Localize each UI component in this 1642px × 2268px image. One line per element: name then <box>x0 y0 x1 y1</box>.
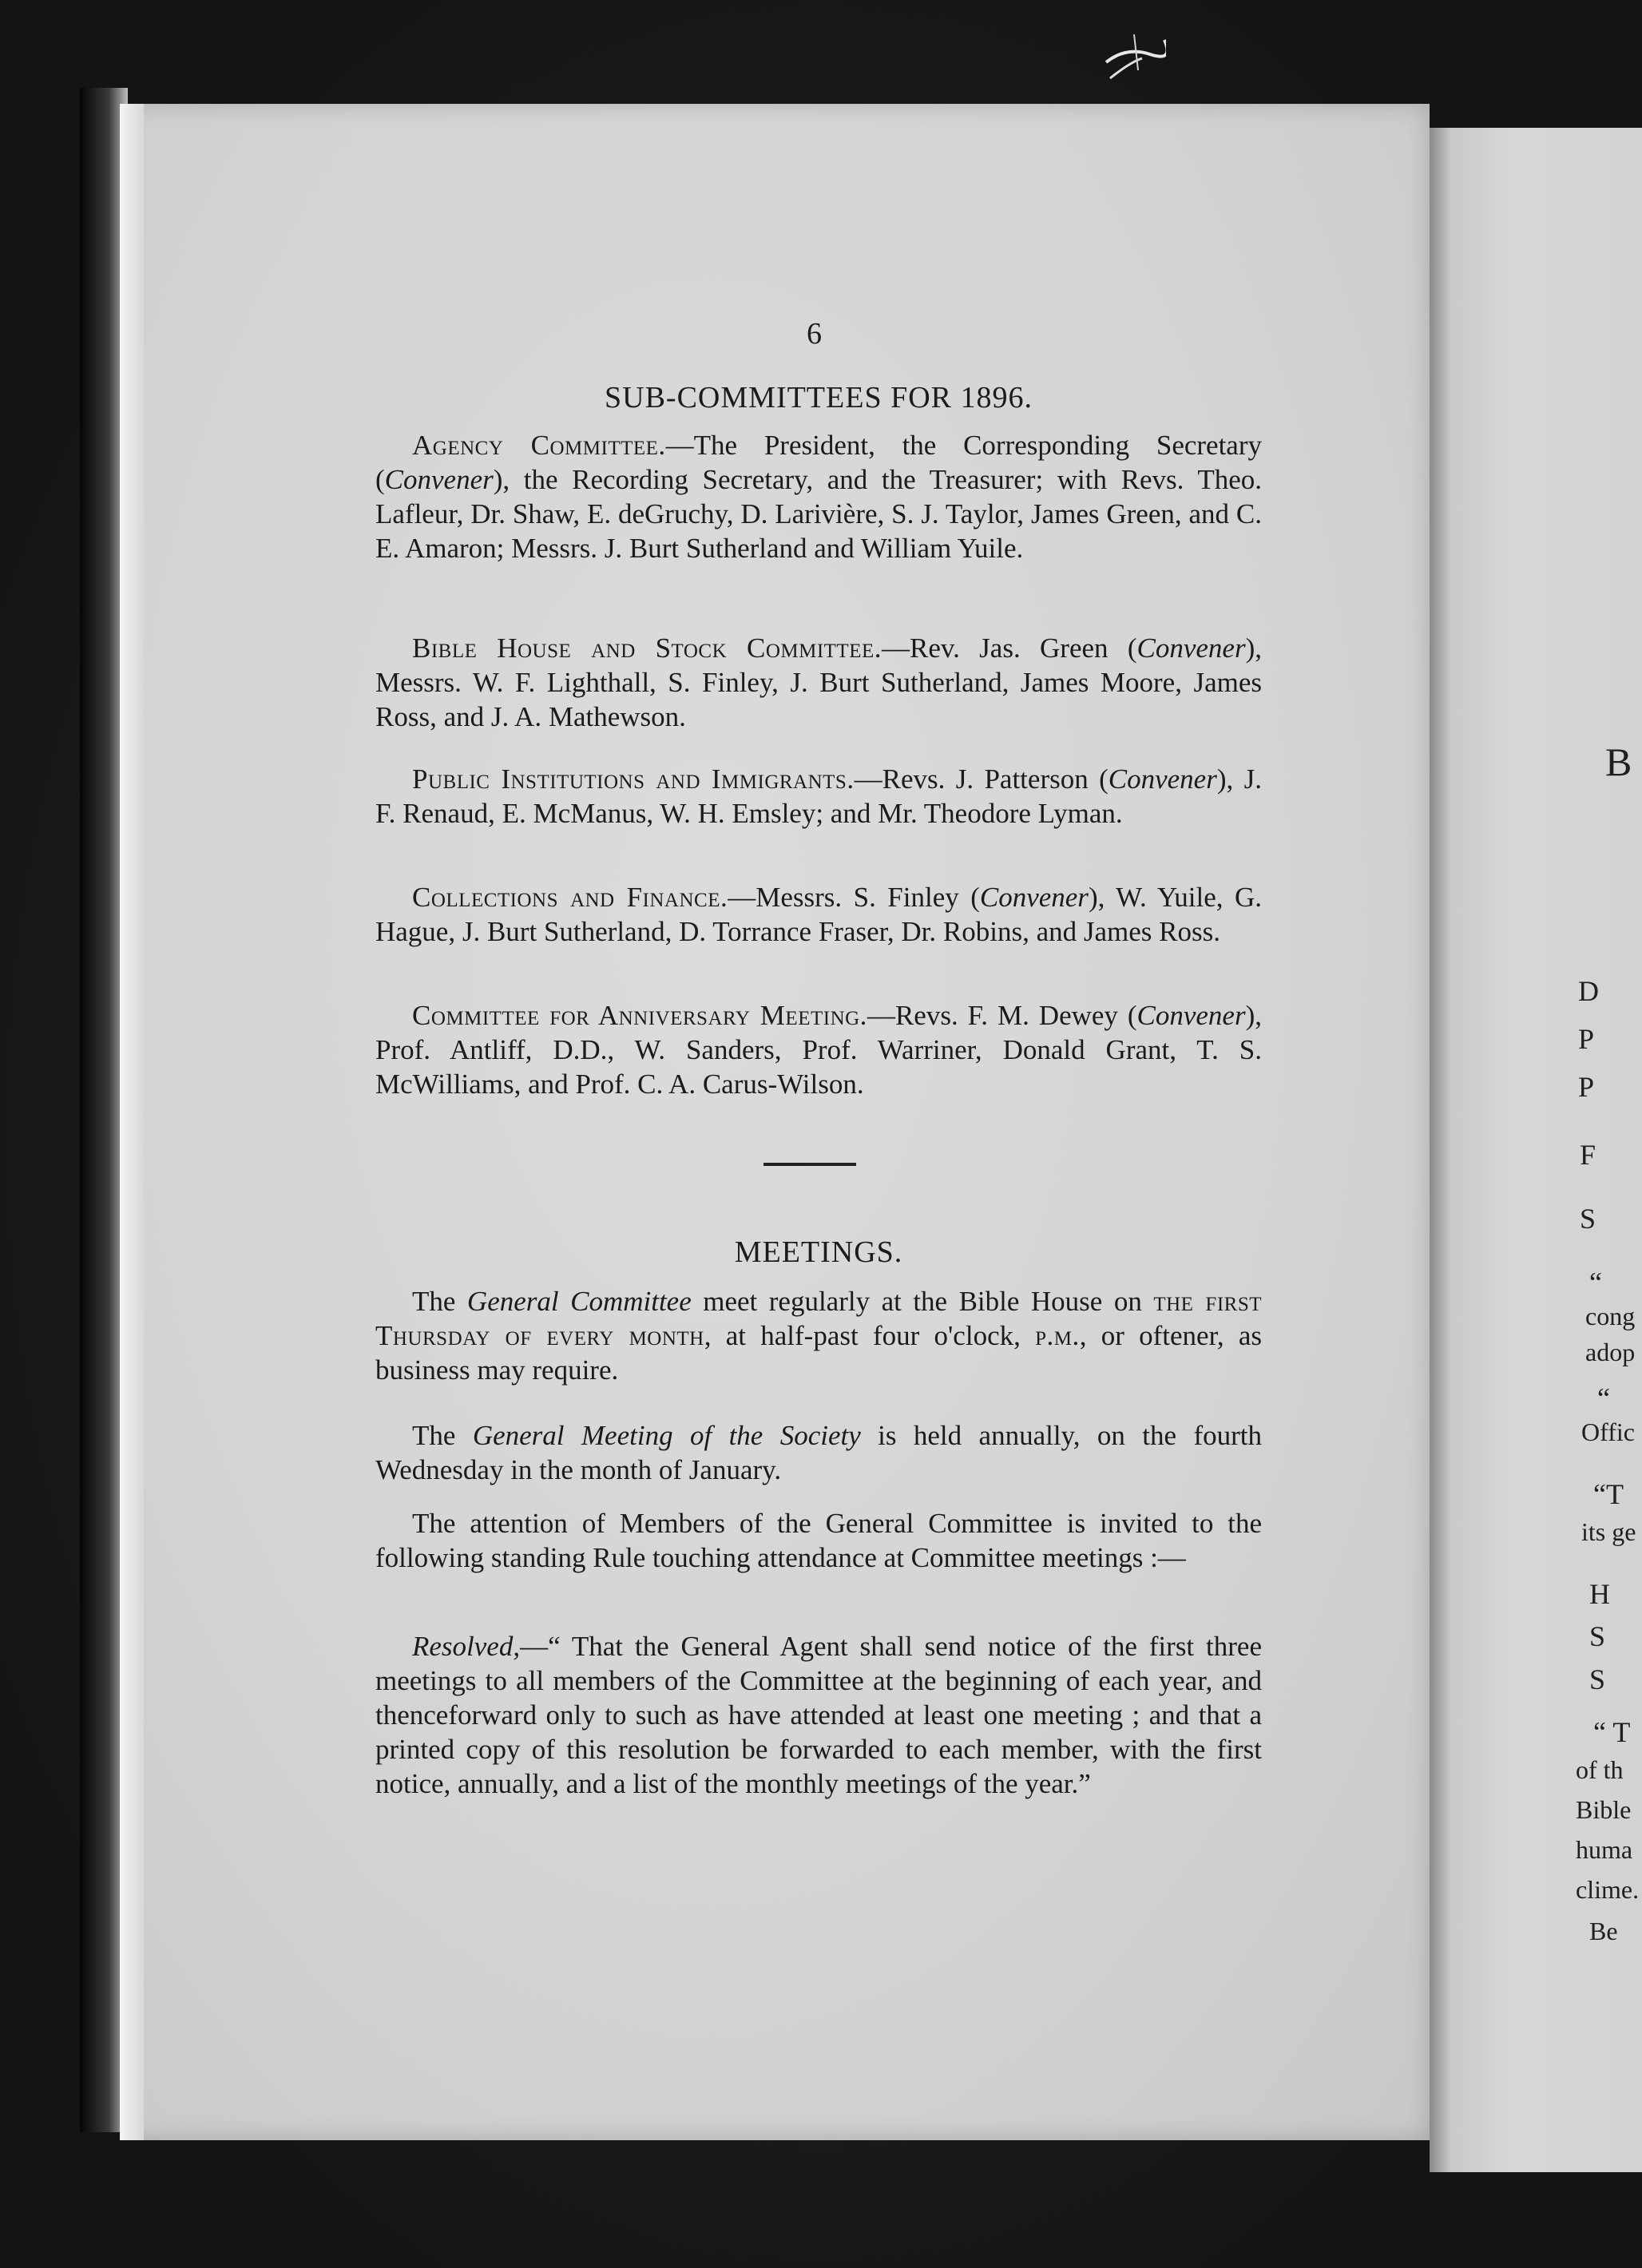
committee-text: —Messrs. S. Finley ( <box>728 882 980 913</box>
committee-text: ), Prof. Antliff, D.D., W. Sanders, Prof. Warriner, Donald Grant, T. S. McWilliams, and Prof. C. A. Carus-Wilson. <box>375 1000 1262 1100</box>
text-small-caps: p.m. <box>1035 1320 1080 1351</box>
committee-text: ), the Recording Secretary, and the Treasurer; with Revs. Theo. Lafleur, Dr. Shaw, E. deGruchy, D. Larivière, S. J. Taylor, James Green, and C. E. Amaron; Messrs. J. Burt Sutherland and William Yuile. <box>375 464 1262 564</box>
fragment: clime. <box>1576 1875 1640 1904</box>
committee-text: ), J. F. Renaud, E. McManus, W. H. Emsley; and Mr. Theodore Lyman. <box>375 763 1262 829</box>
fragment: “T <box>1593 1478 1624 1510</box>
committee-text: —Revs. J. Patterson ( <box>854 763 1109 795</box>
fragment: F <box>1580 1139 1596 1171</box>
text: is held annually, on the fourth Wednesday in the month of January. <box>375 1420 1262 1485</box>
subcommittees-heading: SUB-COMMITTEES FOR 1896. <box>605 381 1033 414</box>
text: , or oftener, as business may require. <box>375 1320 1263 1386</box>
text: The <box>412 1420 473 1451</box>
meetings-heading: MEETINGS. <box>734 1235 903 1269</box>
fragment: D <box>1578 975 1599 1007</box>
fragment: Offic <box>1581 1418 1635 1446</box>
text-italic: General Committee <box>466 1286 692 1317</box>
committee-text: ), Messrs. W. F. Lighthall, S. Finley, J. Burt Sutherland, James Moore, James Ross, and J. A. Mathewson. <box>375 632 1262 732</box>
convener-label: Convener <box>1108 763 1217 795</box>
committee-text: —Rev. Jas. Green ( <box>882 632 1137 664</box>
text: The <box>412 1286 467 1317</box>
text: The attention of Members of the General Committee is invited to the following standing Rule touching attendance at Committee meetings :— <box>375 1508 1262 1573</box>
fragment: cong <box>1585 1302 1636 1330</box>
text-small-caps: the first Thursday of every month <box>375 1286 1262 1351</box>
text-italic: Resolved, <box>412 1631 521 1662</box>
fragment: P <box>1578 1023 1595 1055</box>
fragment: huma <box>1576 1835 1633 1864</box>
fragment: “ <box>1597 1382 1610 1414</box>
page-number: 6 <box>807 317 822 351</box>
committee-text: ), W. Yuile, G. Hague, J. Burt Sutherland, D. Torrance Fraser, Dr. Robins, and James Ross. <box>375 882 1263 947</box>
fragment: “ <box>1589 1267 1602 1299</box>
meetings-resolution <box>375 1629 1262 1801</box>
text: , at half-past four o'clock, <box>704 1320 1036 1351</box>
fragment: S <box>1589 1620 1606 1652</box>
fragment: S <box>1580 1203 1596 1235</box>
committee-name: Public Institutions and Immigrants. <box>412 763 855 795</box>
committee-public-institutions <box>375 762 1262 831</box>
fragment: “ T <box>1593 1716 1631 1748</box>
committee-name: Committee for Anniversary Meeting. <box>412 1000 867 1031</box>
convener-label: Convener <box>1136 1000 1246 1031</box>
fragment: P <box>1578 1071 1595 1103</box>
convener-label: Convener <box>384 464 494 495</box>
meetings-paragraph-3 <box>375 1506 1262 1575</box>
adjacent-page <box>1430 128 1642 2172</box>
fragment: Be <box>1589 1917 1618 1945</box>
committee-text: —The President, the Corresponding Secretary ( <box>375 430 1262 495</box>
fragment: H <box>1589 1578 1610 1610</box>
committee-collections <box>375 880 1262 949</box>
committee-name: Agency Committee. <box>412 430 666 461</box>
text-italic: General Meeting of the Society <box>472 1420 861 1451</box>
fragment: B <box>1605 739 1632 784</box>
fragment: S <box>1589 1663 1606 1695</box>
committee-agency <box>375 428 1262 565</box>
thread-decoration <box>1102 30 1166 86</box>
section-divider <box>763 1163 856 1166</box>
convener-label: Convener <box>1136 632 1246 664</box>
page-edge <box>120 104 144 2140</box>
committee-anniversary <box>375 998 1262 1101</box>
fragment: its ge <box>1581 1517 1636 1546</box>
convener-label: Convener <box>979 882 1089 913</box>
fragment: Bible <box>1576 1795 1632 1824</box>
committee-bible-house <box>375 631 1262 734</box>
committee-name: Bible House and Stock Committee. <box>412 632 882 664</box>
committee-name: Collections and Finance. <box>412 882 728 913</box>
committee-text: —Revs. F. M. Dewey ( <box>867 1000 1137 1031</box>
fragment: of th <box>1576 1755 1624 1784</box>
text: meet regularly at the Bible House on <box>691 1286 1154 1317</box>
meetings-paragraph-1 <box>375 1284 1262 1387</box>
meetings-paragraph-2 <box>375 1418 1262 1487</box>
text: —“ That the General Agent shall send notice of the first three meetings to all members of the Committee at the beginning of each year, and thenceforward only to such as have attended at least one meeting ; and that a printed copy of this resolution be forwarded to each member, with the first notice, annually, and a list of the monthly meetings of the year.” <box>375 1631 1262 1799</box>
fragment: adop <box>1585 1338 1636 1366</box>
